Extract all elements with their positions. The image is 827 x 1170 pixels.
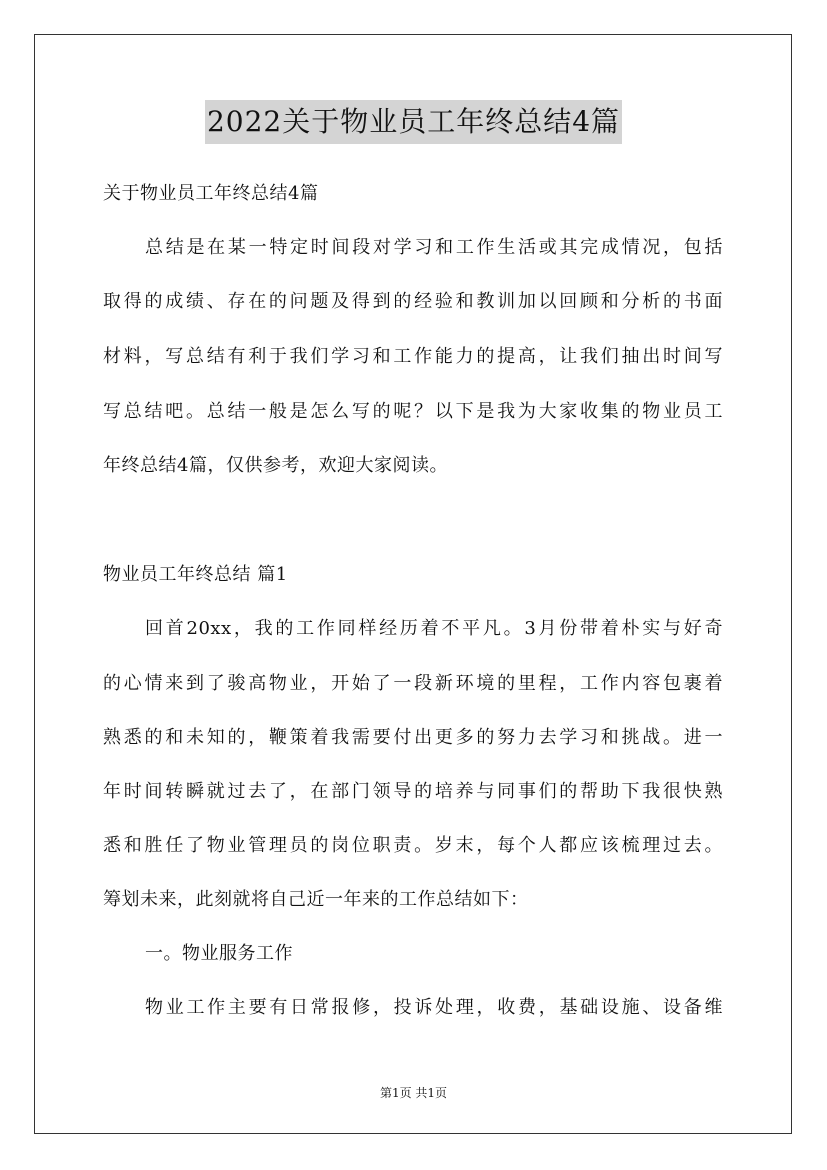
body-line: 的心情来到了骏高物业，开始了一段新环境的里程，工作内容包裹着: [103, 673, 723, 694]
title-container: [0, 100, 827, 144]
intro-line: 年终总结4篇，仅供参考，欢迎大家阅读。: [103, 455, 448, 476]
body-line: 悉和胜任了物业管理员的岗位职责。岁末，每个人都应该梳理过去。: [103, 835, 723, 856]
subtitle: 关于物业员工年终总结4篇: [103, 183, 319, 204]
body-line: 年时间转瞬就过去了，在部门领导的培养与同事们的帮助下我很快熟: [103, 781, 723, 802]
page-footer: 第1页 共1页: [379, 1086, 448, 1100]
body-line: 物业工作主要有日常报修，投诉处理，收费，基础设施、设备维: [145, 997, 723, 1018]
intro-line: 取得的成绩、存在的问题及得到的经验和教训加以回顾和分析的书面: [103, 291, 723, 312]
section-heading: 物业员工年终总结 篇1: [103, 564, 288, 585]
body-line: 筹划未来，此刻就将自己近一年来的工作总结如下：: [103, 889, 529, 910]
body-line: 熟悉的和未知的，鞭策着我需要付出更多的努力去学习和挑战。进一: [103, 727, 723, 748]
intro-line: 总结是在某一特定时间段对学习和工作生活或其完成情况，包括: [145, 237, 723, 258]
body-line: 回首20xx，我的工作同样经历着不平凡。3月份带着朴实与好奇: [145, 618, 723, 639]
intro-line: 写总结吧。总结一般是怎么写的呢？以下是我为大家收集的物业员工: [103, 401, 723, 422]
document-title: 2022关于物业员工年终总结4篇: [205, 100, 622, 144]
intro-line: 材料，写总结有利于我们学习和工作能力的提高，让我们抽出时间写: [103, 346, 723, 367]
subheading: 一。物业服务工作: [145, 943, 293, 964]
